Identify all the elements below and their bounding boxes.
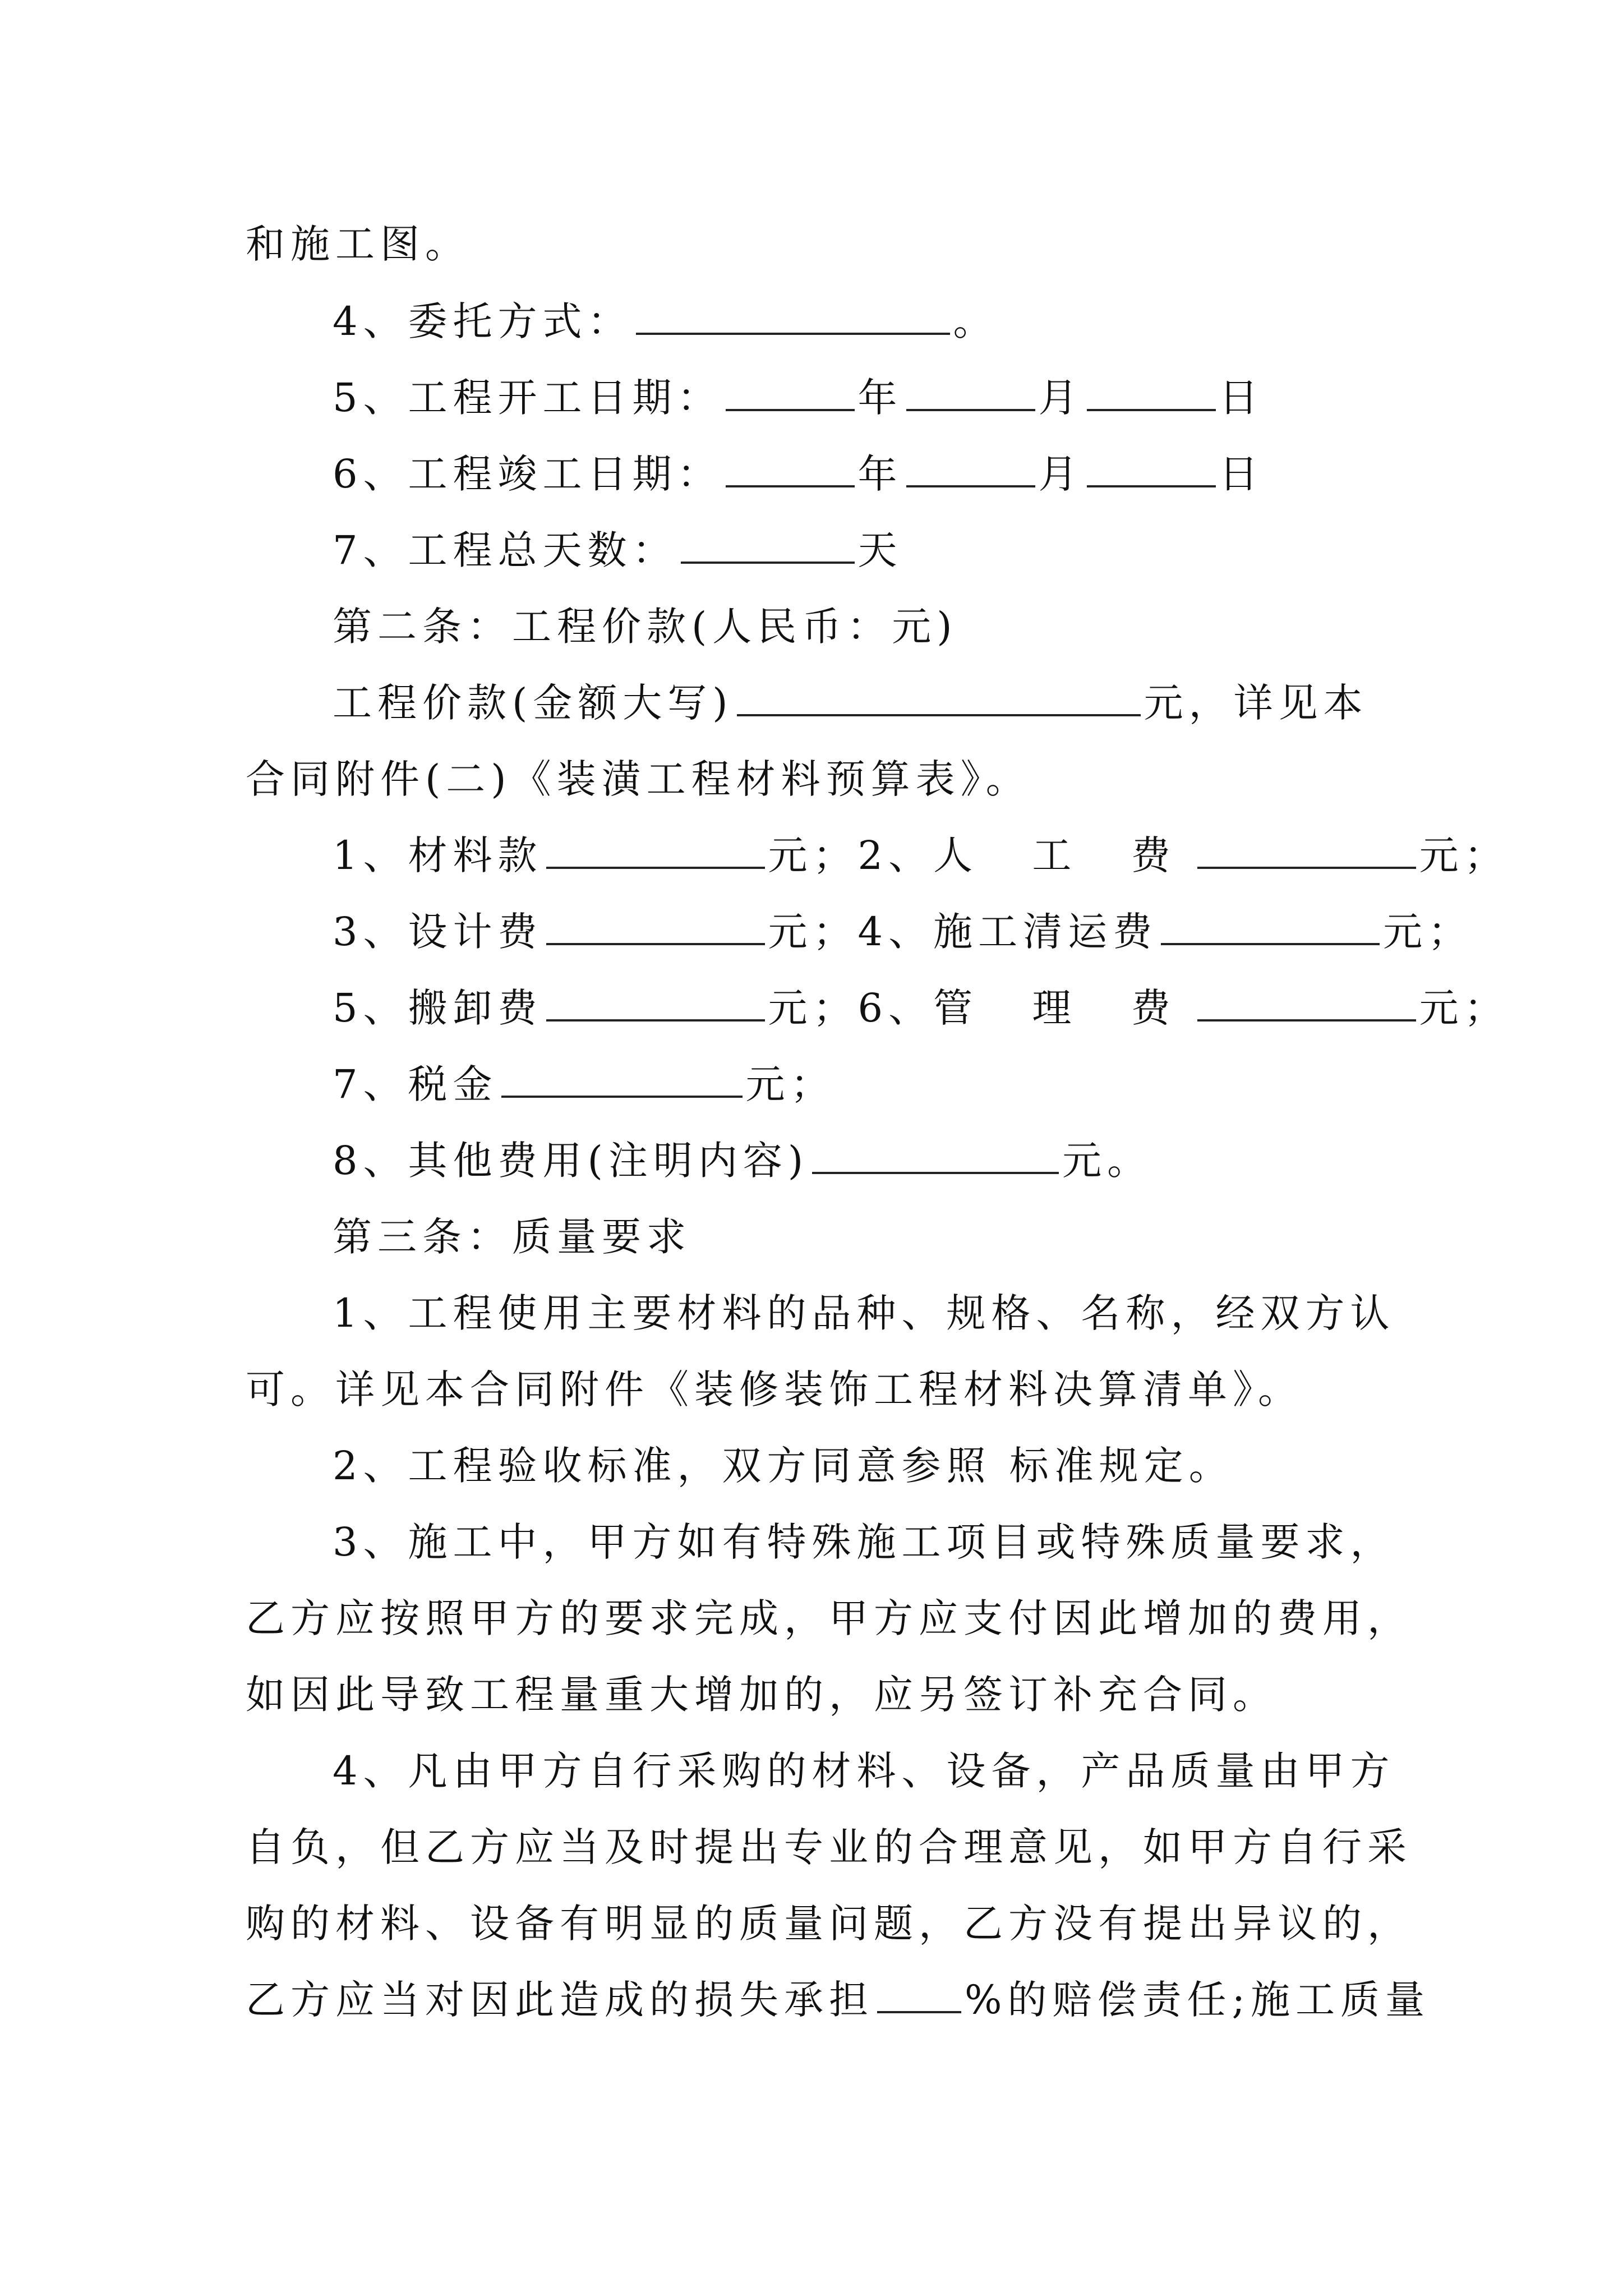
blank-field[interactable] bbox=[1087, 450, 1216, 487]
text-line bbox=[246, 1364, 1303, 1415]
label-completion-date: 6、工程竣工日期： bbox=[333, 451, 722, 497]
text-line bbox=[333, 1135, 1152, 1186]
text-segment: 可。详见本合同附件《装修装饰工程材料决算清单》。 bbox=[246, 1366, 1303, 1412]
text-line bbox=[246, 219, 470, 269]
text-line bbox=[333, 678, 1368, 728]
text-line bbox=[333, 449, 1264, 499]
blank-field[interactable] bbox=[546, 984, 765, 1022]
blank-field[interactable] bbox=[501, 1061, 743, 1098]
text-segment: 如因此导致工程量重大增加的，应另签订补充合同。 bbox=[246, 1672, 1278, 1718]
text-line bbox=[333, 983, 1509, 1033]
blank-field[interactable] bbox=[1087, 374, 1216, 411]
text-segment: 元；2、 bbox=[768, 832, 934, 878]
text-segment: 元。 bbox=[1062, 1138, 1152, 1184]
text-segment: 月 bbox=[1038, 451, 1083, 497]
text-line bbox=[333, 1288, 1395, 1338]
text-segment: 元； bbox=[1383, 909, 1473, 955]
text-segment: 3、施工中，甲方如有特殊施工项目或特殊质量要求， bbox=[333, 1519, 1395, 1565]
text-line bbox=[333, 525, 903, 576]
label-design-fee: 3、设计费 bbox=[333, 909, 543, 955]
text-line bbox=[333, 372, 1264, 423]
blank-field[interactable] bbox=[726, 374, 855, 411]
label-price-capital: 工程价款(金额大写) bbox=[333, 680, 734, 726]
blank-field[interactable] bbox=[877, 1976, 961, 2013]
blank-field[interactable] bbox=[1161, 908, 1380, 945]
blank-field[interactable] bbox=[546, 832, 765, 869]
text-segment: 元； bbox=[1419, 832, 1509, 878]
text-segment: 2、工程验收标准，双方同意参照 标准规定。 bbox=[333, 1443, 1234, 1489]
text-segment: 购的材料、设备有明显的质量问题，乙方没有提出异议的， bbox=[246, 1901, 1412, 1947]
blank-field[interactable] bbox=[1197, 832, 1416, 869]
label-commission-method: 4、委托方式： bbox=[333, 298, 633, 344]
text-segment: 年 bbox=[857, 451, 903, 497]
text-line bbox=[333, 1441, 1234, 1491]
blank-field[interactable] bbox=[681, 527, 855, 564]
text-line bbox=[333, 1517, 1395, 1567]
text-segment: 日 bbox=[1219, 451, 1264, 497]
blank-field[interactable] bbox=[636, 298, 950, 335]
text-line bbox=[246, 1822, 1412, 1872]
text-line bbox=[333, 296, 998, 347]
section-heading bbox=[333, 601, 958, 652]
text-segment: 元；4、施工清运费 bbox=[768, 909, 1158, 955]
text-segment: 1、工程使用主要材料的品种、规格、名称，经双方认 bbox=[333, 1290, 1395, 1336]
blank-field[interactable] bbox=[546, 908, 765, 945]
text-segment: 第三条：质量要求 bbox=[333, 1214, 691, 1260]
label-total-days: 7、工程总天数： bbox=[333, 527, 677, 573]
text-segment: 年 bbox=[857, 375, 903, 421]
text-segment: 合同附件(二)《装潢工程材料预算表》。 bbox=[246, 756, 1031, 802]
label-tax: 7、税金 bbox=[333, 1061, 498, 1107]
text-line bbox=[333, 1746, 1395, 1796]
text-segment: 。 bbox=[953, 298, 998, 344]
label-start-date: 5、工程开工日期： bbox=[333, 375, 722, 421]
text-segment: 4、凡由甲方自行采购的材料、设备，产品质量由甲方 bbox=[333, 1748, 1395, 1794]
blank-field[interactable] bbox=[906, 374, 1035, 411]
text-segment: 元； bbox=[745, 1061, 836, 1107]
label-labor-fee: 人 工 费 bbox=[933, 832, 1194, 878]
blank-field[interactable] bbox=[737, 679, 1141, 716]
text-line bbox=[333, 907, 1473, 957]
blank-field[interactable] bbox=[726, 450, 855, 487]
text-segment: 第二条：工程价款(人民币：元) bbox=[333, 604, 958, 650]
text-segment: 乙方应当对因此造成的损失承担 bbox=[246, 1977, 874, 2023]
label-handling-fee: 5、搬卸费 bbox=[333, 985, 543, 1031]
text-segment: 自负，但乙方应当及时提出专业的合理意见，如甲方自行采 bbox=[246, 1824, 1412, 1870]
text-segment: 日 bbox=[1219, 375, 1264, 421]
text-line bbox=[333, 830, 1509, 881]
text-line bbox=[246, 1593, 1412, 1644]
text-line bbox=[246, 1669, 1278, 1720]
text-segment: 和施工图。 bbox=[246, 221, 470, 267]
label-material-fee: 1、材料款 bbox=[333, 832, 543, 878]
label-other-fees: 8、其他费用(注明内容) bbox=[333, 1138, 809, 1184]
text-line bbox=[246, 754, 1031, 804]
text-line bbox=[246, 1898, 1412, 1949]
text-segment: %的赔偿责任;施工质量 bbox=[965, 1977, 1431, 2023]
text-segment: 元，详见本 bbox=[1144, 680, 1368, 726]
text-segment: 元；6、 bbox=[768, 985, 934, 1031]
section-heading bbox=[333, 1212, 691, 1262]
text-segment: 元； bbox=[1419, 985, 1509, 1031]
text-line bbox=[333, 1059, 836, 1110]
text-line bbox=[246, 1975, 1430, 2025]
text-segment: 乙方应按照甲方的要求完成，甲方应支付因此增加的费用， bbox=[246, 1595, 1412, 1641]
blank-field[interactable] bbox=[906, 450, 1035, 487]
text-segment: 月 bbox=[1038, 375, 1083, 421]
blank-field[interactable] bbox=[1197, 984, 1416, 1022]
text-segment: 天 bbox=[857, 527, 903, 573]
label-management-fee: 管 理 费 bbox=[933, 985, 1194, 1031]
blank-field[interactable] bbox=[812, 1137, 1059, 1174]
